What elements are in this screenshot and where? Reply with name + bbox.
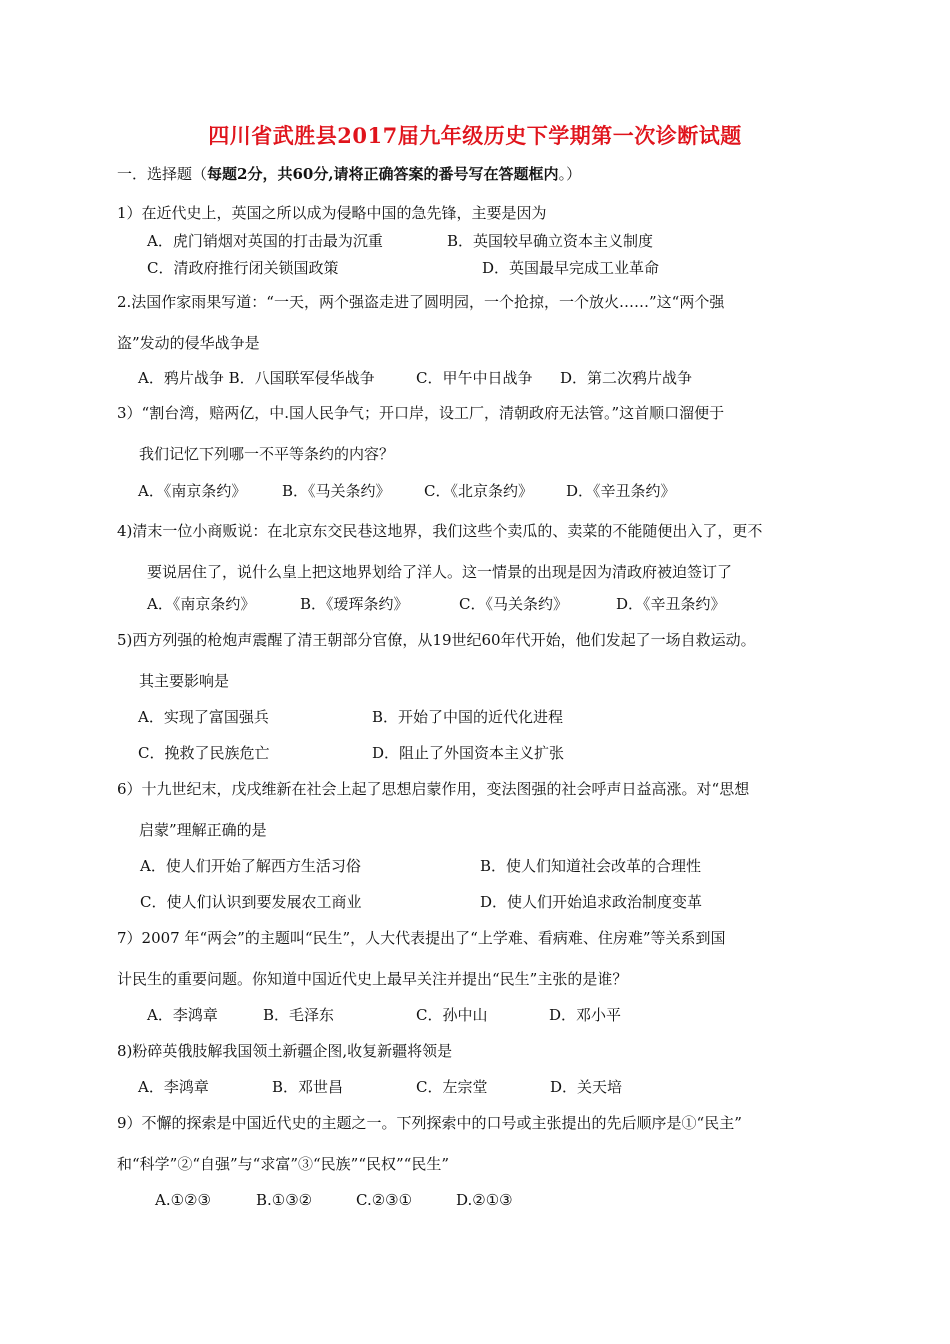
question-1-stem-line-1: 1）在近代史上，英国之所以成为侵略中国的急先锋，主要是因为 xyxy=(117,204,547,222)
question-7-stem-line-1: 7）2007 年“两会”的主题叫“民生”，人大代表提出了“上学难、看病难、住房难”等关系到国 xyxy=(117,929,726,947)
question-8-option-b: B．邓世昌 xyxy=(272,1078,344,1096)
question-8-option-c: C．左宗堂 xyxy=(416,1078,488,1096)
question-3-option-c: C．《北京条约》 xyxy=(424,482,533,500)
question-8-stem-line-1: 8)粉碎英俄肢解我国领土新疆企图,收复新疆将领是 xyxy=(117,1042,453,1060)
question-4-option-b: B．《瑷珲条约》 xyxy=(300,595,409,613)
exam-title: 四川省武胜县2017届九年级历史下学期第一次诊断试题 xyxy=(208,123,742,148)
question-7-option-b: B．毛泽东 xyxy=(263,1006,335,1024)
question-3-option-b: B．《马关条约》 xyxy=(282,482,391,500)
question-3-option-a: A．《南京条约》 xyxy=(138,482,247,500)
question-7-stem-line-2: 计民生的重要问题。你知道中国近代史上最早关注并提出“民生”主张的是谁？ xyxy=(117,970,628,988)
question-2-option-c: C．甲午中日战争 xyxy=(416,369,533,387)
question-6-option-c: C．使人们认识到要发展农工商业 xyxy=(140,893,362,911)
question-7-option-a: A．李鸿章 xyxy=(147,1006,218,1024)
question-3-stem-line-2: 我们记忆下列哪一不平等条约的内容？ xyxy=(139,445,395,463)
question-2-stem-line-2: 盗”发动的侵华战争是 xyxy=(117,334,260,352)
question-1-option-c: C．清政府推行闭关锁国政策 xyxy=(147,259,339,277)
question-4-option-c: C．《马关条约》 xyxy=(459,595,568,613)
section-heading xyxy=(117,164,581,184)
question-5-option-c: C．挽救了民族危亡 xyxy=(138,744,270,762)
question-7-option-c: C．孙中山 xyxy=(416,1006,488,1024)
question-7-option-d: D．邓小平 xyxy=(549,1006,622,1024)
question-1-option-a: A．虎门销烟对英国的打击最为沉重 xyxy=(147,232,383,250)
question-2-stem-line-1: 2.法国作家雨果写道：“一天，两个强盗走进了圆明园，一个抢掠，一个放火……”这“两个强 xyxy=(117,293,725,311)
question-1-option-b: B．英国较早确立资本主义制度 xyxy=(447,232,654,250)
question-4-stem-line-1: 4)清末一位小商贩说：在北京东交民巷这地界，我们这些个卖瓜的、卖菜的不能随便出入了，更不 xyxy=(117,522,763,540)
question-2-option-d: D．第二次鸦片战争 xyxy=(560,369,693,387)
question-9-option-d: D.②①③ xyxy=(456,1191,513,1209)
question-8-option-a: A．李鸿章 xyxy=(138,1078,209,1096)
question-9-stem-line-1: 9）不懈的探索是中国近代史的主题之一。下列探索中的口号或主张提出的先后顺序是①“民主” xyxy=(117,1114,742,1132)
question-9-option-a: A.①②③ xyxy=(155,1191,211,1209)
question-4-option-a: A．《南京条约》 xyxy=(147,595,256,613)
question-5-option-b: B．开始了中国的近代化进程 xyxy=(372,708,564,726)
question-5-stem-line-1: 5)西方列强的枪炮声震醒了清王朝部分官僚，从19世纪60年代开始，他们发起了一场自救运动。 xyxy=(117,631,756,649)
question-6-option-d: D．使人们开始追求政治制度变革 xyxy=(480,893,703,911)
question-4-option-d: D．《辛丑条约》 xyxy=(616,595,726,613)
question-3-option-d: D．《辛丑条约》 xyxy=(566,482,676,500)
question-1-option-d: D．英国最早完成工业革命 xyxy=(482,259,660,277)
question-5-option-a: A．实现了富国强兵 xyxy=(138,708,269,726)
question-9-option-c: C.②③① xyxy=(356,1191,413,1209)
question-9-option-b: B.①③② xyxy=(256,1191,313,1209)
question-2-option-ab: A．鸦片战争 B．八国联军侵华战争 xyxy=(138,369,375,387)
question-6-stem-line-1: 6）十九世纪末，戊戌维新在社会上起了思想启蒙作用，变法图强的社会呼声日益高涨。对“思想 xyxy=(117,780,750,798)
section-instruction: 每题2分，共60分,请将正确答案的番号写在答题框内 xyxy=(207,165,559,183)
section-heading-prefix: 一．选择题（ xyxy=(117,165,208,183)
question-6-option-a: A．使人们开始了解西方生活习俗 xyxy=(140,857,361,875)
question-5-option-d: D．阻止了外国资本主义扩张 xyxy=(372,744,565,762)
question-8-option-d: D．关天培 xyxy=(550,1078,623,1096)
question-3-stem-line-1: 3）“割台湾，赔两亿，中.国人民争气；开口岸，设工厂，清朝政府无法管。”这首顺口溜便于 xyxy=(117,404,725,422)
section-heading-suffix: 。） xyxy=(558,165,582,183)
question-5-stem-line-2: 其主要影响是 xyxy=(139,672,230,690)
question-9-stem-line-2: 和“科学”②“自强”与“求富”③“民族”“民权”“民生” xyxy=(117,1155,450,1173)
question-6-stem-line-2: 启蒙”理解正确的是 xyxy=(139,821,267,839)
question-4-stem-line-2: 要说居住了，说什么皇上把这地界划给了洋人。这一情景的出现是因为清政府被迫签订了 xyxy=(147,563,733,581)
question-6-option-b: B．使人们知道社会改革的合理性 xyxy=(480,857,702,875)
